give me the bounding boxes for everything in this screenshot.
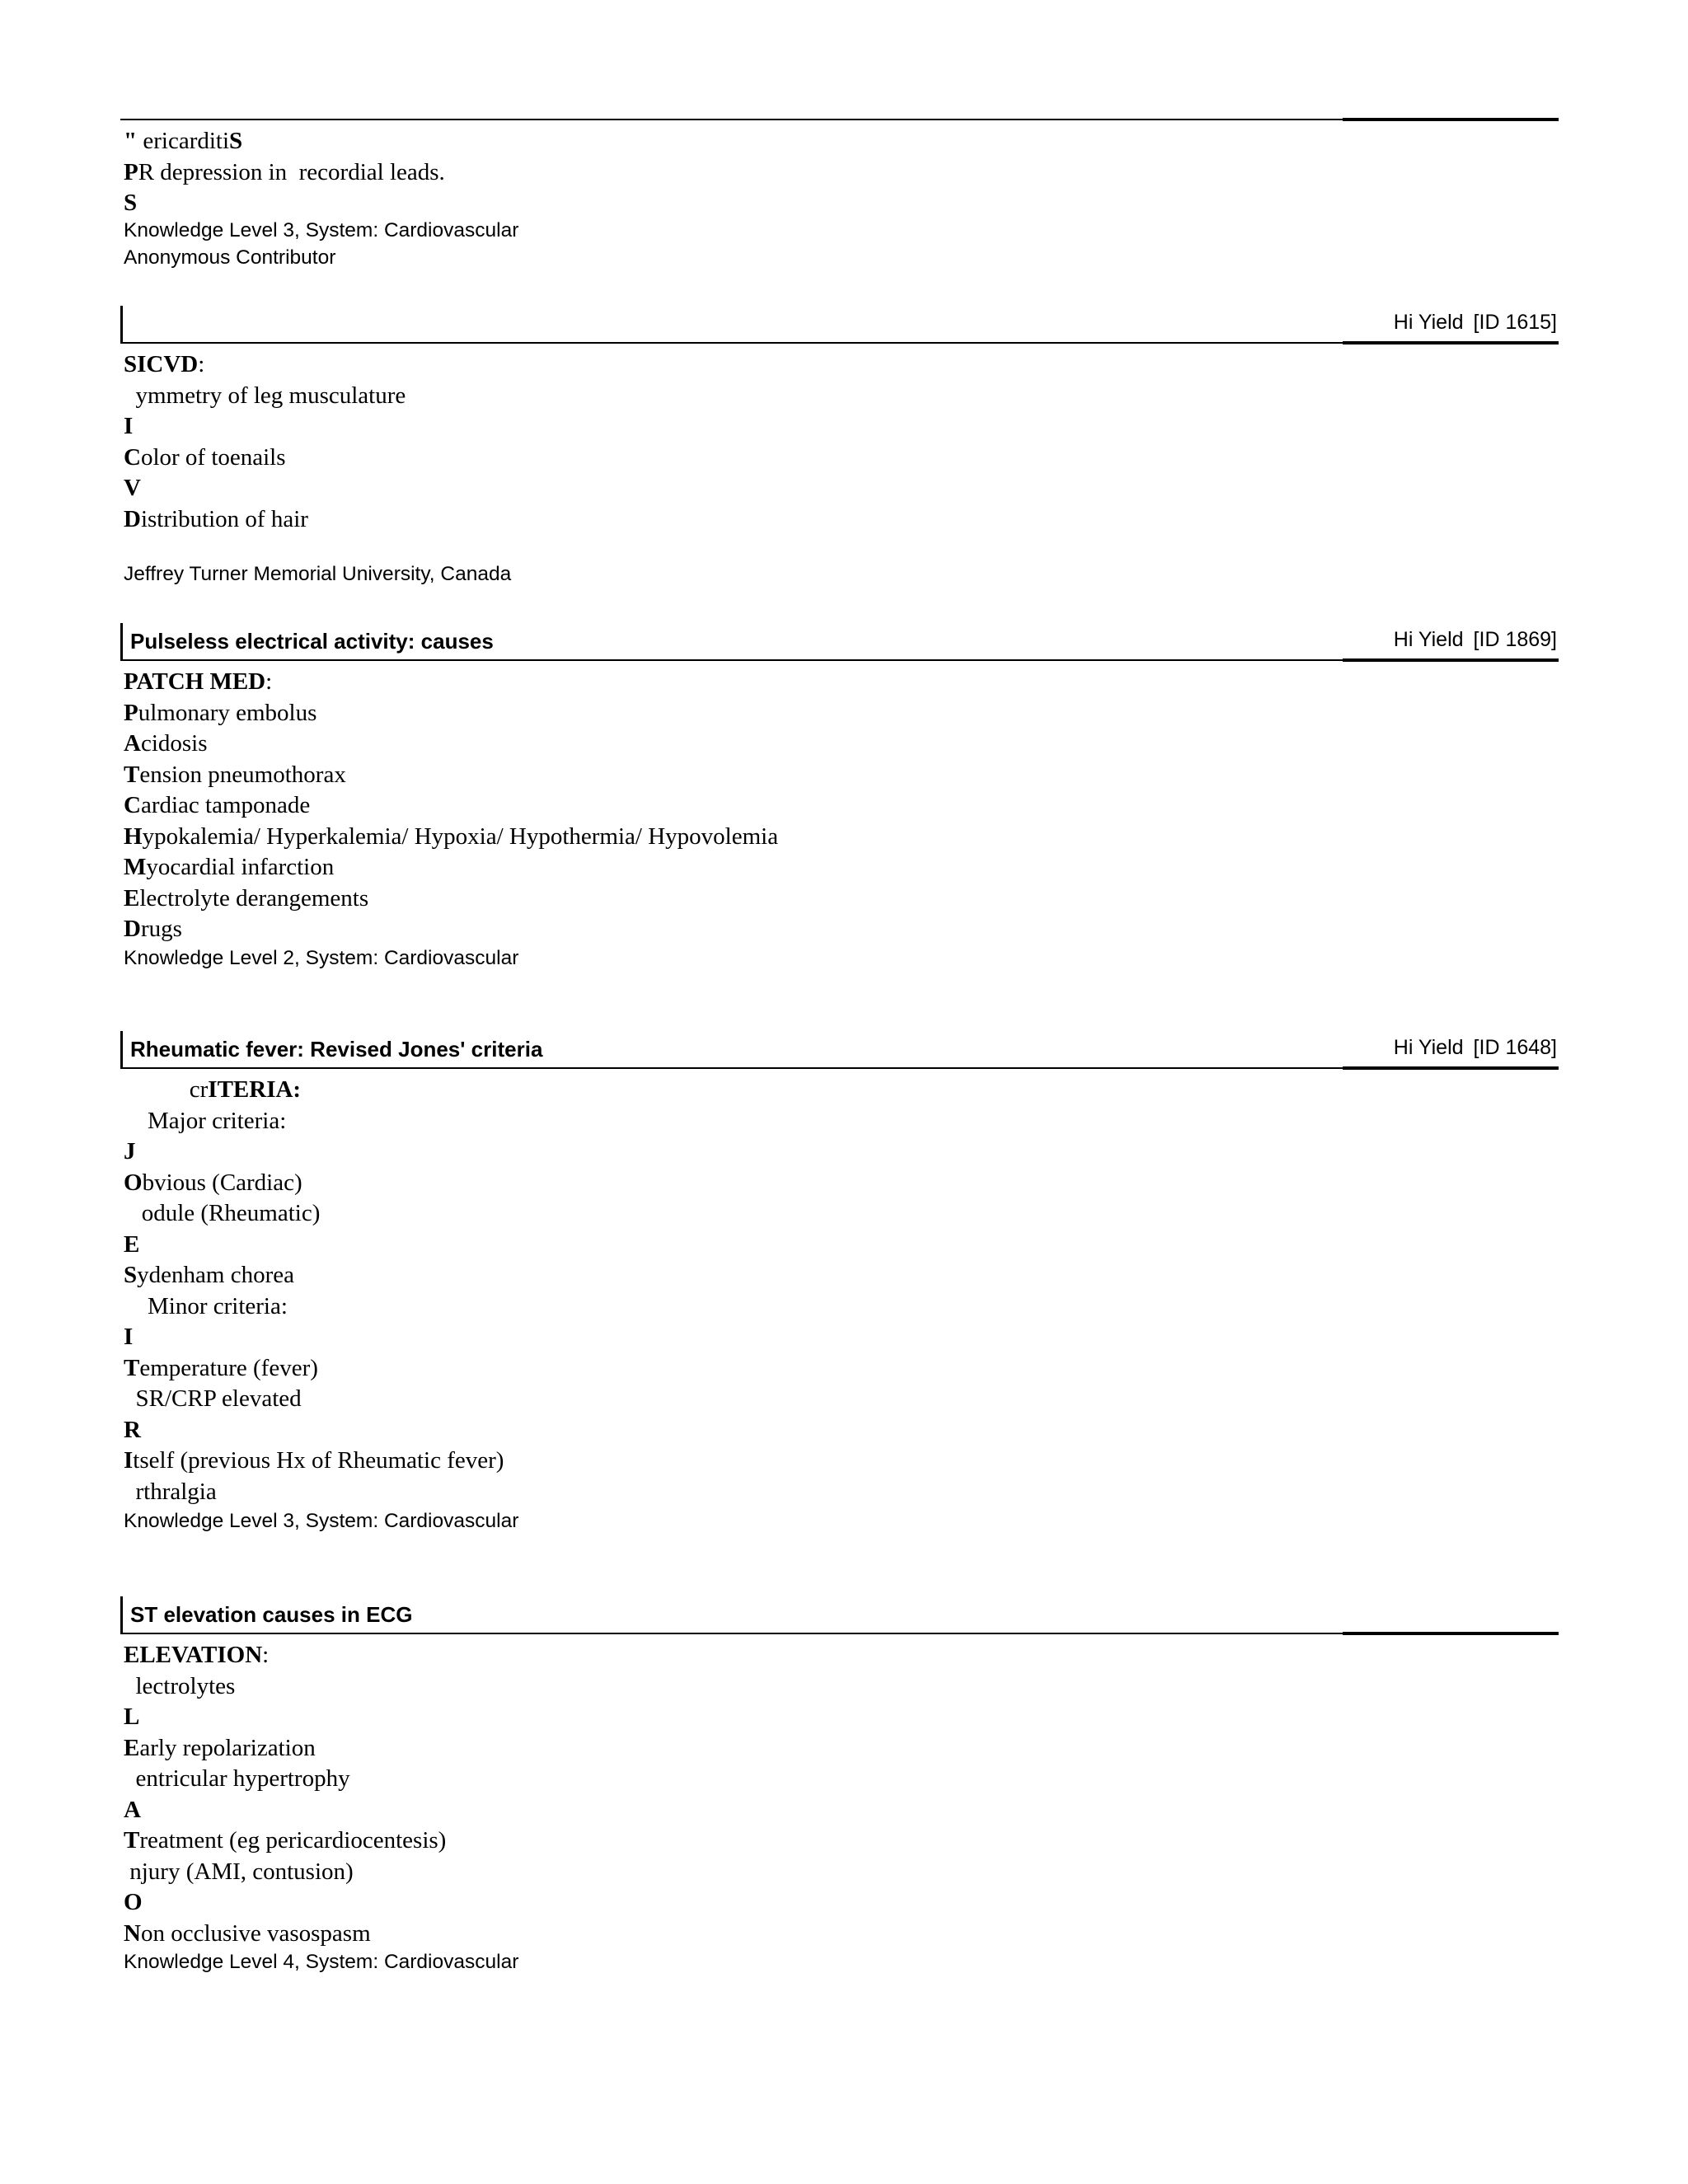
card-1-tag: Hi Yield [ID 1615]	[1393, 311, 1557, 334]
card-0-line: S	[124, 190, 138, 216]
card-3-line: R	[124, 1416, 141, 1443]
card-3-line: I	[124, 1324, 134, 1350]
card-0-knowledge-level: Knowledge Level 3, System: Cardiovascular	[124, 219, 519, 241]
card-3-line: rthralgia	[124, 1478, 217, 1505]
card-4-line: O	[124, 1889, 143, 1915]
card-4-title: ST elevation causes in ECG	[130, 1602, 413, 1627]
card-2-line: Hypokalemia/ Hyperkalemia/ Hypoxia/ Hypothermia/ Hypovolemia	[124, 823, 779, 850]
card-2-body	[124, 667, 778, 945]
card-4-line: Non occlusive vasospasm	[124, 1919, 371, 1947]
card-2-meta	[124, 944, 518, 972]
card-4-knowledge-level: Knowledge Level 4, System: Cardiovascular	[124, 1951, 519, 1973]
card-3-line: Temperature (fever)	[124, 1354, 318, 1381]
card-4-line: L	[124, 1704, 140, 1730]
card-1-line: SICVD:	[124, 351, 205, 377]
card-2-tag: Hi Yield [ID 1869]	[1393, 628, 1557, 651]
card-4-header-bar	[120, 1596, 123, 1633]
card-3-line: E	[124, 1230, 140, 1258]
card-3-line: Minor criteria:	[124, 1292, 288, 1319]
card-1-header-bar	[120, 306, 123, 343]
card-2-line: Tension pneumothorax	[124, 761, 346, 788]
card-3-header-bar	[120, 1031, 123, 1068]
card-1-line: I	[124, 413, 134, 439]
card-1-header-rule	[120, 342, 1559, 344]
card-2-header-bar	[120, 623, 123, 660]
card-2-line: Electrolyte derangements	[124, 884, 369, 912]
card-3-line: Major criteria:	[124, 1107, 287, 1134]
card-3-line: Sydenham chorea	[124, 1262, 294, 1288]
card-3-title: Rheumatic fever: Revised Jones' criteria	[130, 1037, 543, 1062]
card-1-meta	[124, 560, 511, 588]
card-0-meta	[124, 217, 518, 271]
card-0-contributor: Anonymous Contributor	[124, 246, 336, 269]
card-2-line: Acidosis	[124, 730, 208, 757]
card-3-body	[124, 1075, 504, 1507]
card-4-line: Treatment (eg pericardiocentesis)	[124, 1827, 447, 1854]
card-0-body	[124, 126, 445, 219]
card-2-line: Pulmonary embolus	[124, 699, 317, 726]
card-0-line: PR depression in recordial leads.	[124, 158, 445, 185]
card-3-header-rule	[120, 1067, 1559, 1069]
card-3-line: J	[124, 1138, 136, 1165]
card-2-line: Cardiac tamponade	[124, 792, 311, 818]
card-3-line: SR/CRP elevated	[124, 1385, 302, 1412]
card-4-body	[124, 1640, 446, 1949]
card-0-line: " ericarditiS	[124, 128, 243, 154]
card-2-line: PATCH MED:	[124, 668, 273, 695]
card-3-tag: Hi Yield [ID 1648]	[1393, 1036, 1557, 1059]
card-4-line: A	[124, 1796, 141, 1823]
card-3-knowledge-level: Knowledge Level 3, System: Cardiovascular	[124, 1510, 519, 1532]
card-2-line: Myocardial infarction	[124, 854, 335, 880]
card-1-line: ymmetry of leg musculature	[124, 382, 406, 409]
card-2-header-rule	[120, 659, 1559, 661]
card-3-line: Itself (previous Hx of Rheumatic fever)	[124, 1447, 504, 1474]
card-2-line: Drugs	[124, 916, 182, 942]
card-3-line: crITERIA:	[124, 1076, 302, 1103]
card-4-line: Early repolarization	[124, 1734, 316, 1761]
card-1-contributor: Jeffrey Turner Memorial University, Canada	[124, 563, 512, 585]
card-1-body	[124, 349, 406, 535]
card-1-line: Distribution of hair	[124, 505, 308, 532]
card-4-line: entricular hypertrophy	[124, 1765, 350, 1792]
card-0-top-rule	[120, 119, 1559, 120]
card-3-line: odule (Rheumatic)	[124, 1200, 321, 1226]
card-4-meta	[124, 1948, 518, 1975]
card-3-line: Obvious (Cardiac)	[124, 1169, 302, 1196]
card-3-meta	[124, 1507, 518, 1535]
card-4-line: njury (AMI, contusion)	[124, 1858, 354, 1885]
card-2-knowledge-level: Knowledge Level 2, System: Cardiovascular	[124, 947, 519, 969]
card-4-line: lectrolytes	[124, 1672, 236, 1699]
card-4-header-rule	[120, 1633, 1559, 1634]
card-2-title: Pulseless electrical activity: causes	[130, 629, 494, 654]
card-4-line: ELEVATION:	[124, 1642, 270, 1668]
card-1-line: Color of toenails	[124, 443, 286, 471]
card-1-line: V	[124, 475, 141, 501]
